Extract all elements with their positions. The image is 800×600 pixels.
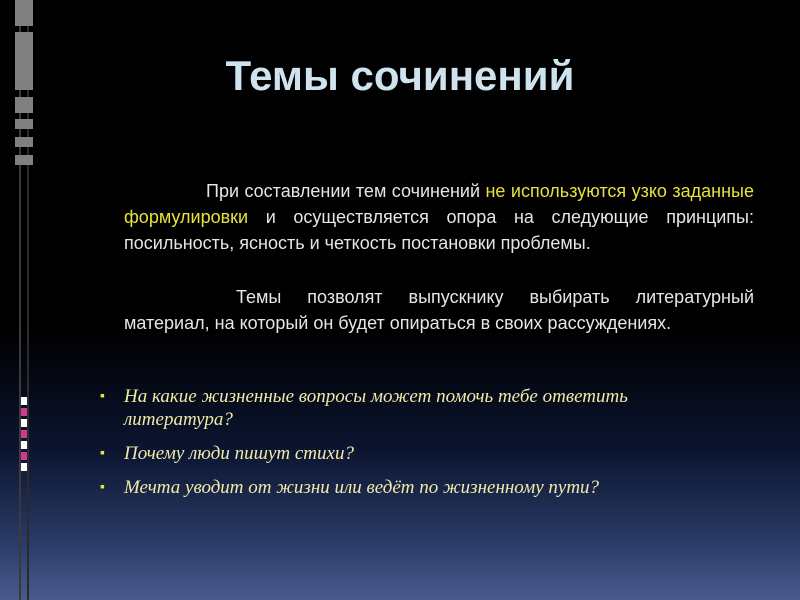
deco-bar: [21, 419, 27, 427]
bullet-icon: ▪: [100, 389, 105, 404]
deco-bar: [21, 397, 27, 405]
deco-bar: [21, 408, 27, 416]
list-item: [100, 442, 740, 465]
questions-list: [100, 385, 740, 510]
paragraph-text: и осуществляется опора на следующие принципы: посильность, ясность и четкость постановки проблемы.: [124, 207, 754, 253]
second-paragraph: Темы позволят выпускнику выбирать литературный материал, на который он будет опираться в своих рассуждениях.: [124, 287, 754, 333]
decorative-block: [15, 119, 33, 129]
bullet-icon: ▪: [100, 480, 105, 495]
decorative-block: [15, 0, 33, 26]
decorative-color-bars: [21, 397, 27, 474]
question-text: Почему люди пишут стихи?: [124, 443, 354, 464]
intro-paragraph: [124, 178, 754, 256]
question-text: На какие жизненные вопросы может помочь тебе ответить литература?: [124, 386, 628, 430]
deco-bar: [21, 430, 27, 438]
bullet-icon: ▪: [100, 446, 105, 461]
paragraph-text: При составлении тем сочинений: [206, 181, 486, 201]
decorative-block: [15, 137, 33, 147]
deco-bar: [21, 441, 27, 449]
deco-bar: [21, 452, 27, 460]
highlighted-phrase: не используются узко заданные формулировки: [124, 181, 754, 227]
question-text: Мечта уводит от жизни или ведёт по жизненному пути?: [124, 477, 600, 498]
list-item: [100, 385, 740, 431]
decorative-block: [15, 155, 33, 165]
list-item: [100, 476, 740, 499]
deco-bar: [21, 463, 27, 471]
slide-title: Темы сочинений: [225, 52, 575, 99]
